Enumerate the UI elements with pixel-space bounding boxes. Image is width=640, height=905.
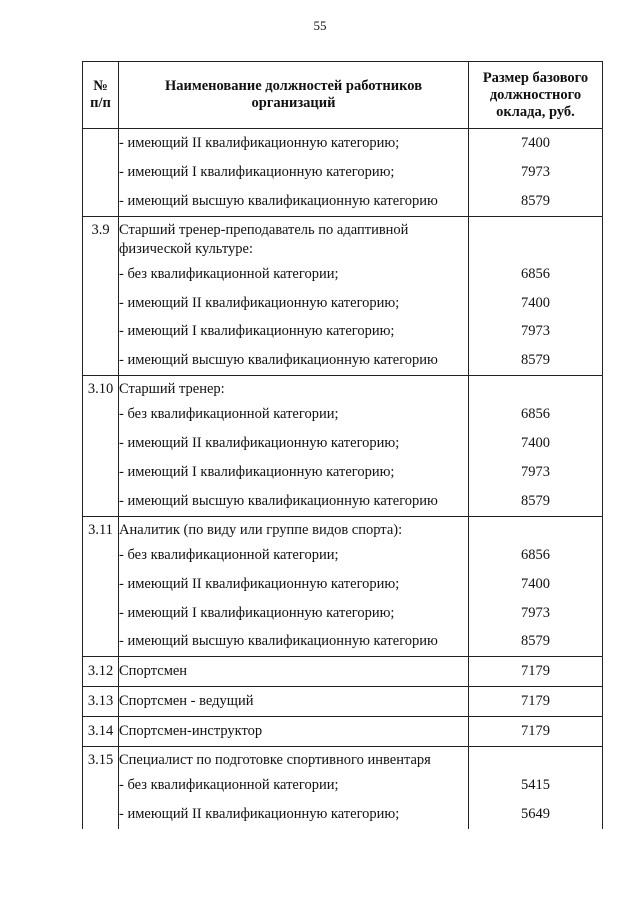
position-name-cell [119,216,469,376]
salary-value: 7179 [521,693,550,710]
position-label: - имеющий I квалификационную категорию; [119,323,395,340]
salary-value: 7973 [521,464,550,481]
salary-value: 7973 [521,323,550,340]
salary-cell [469,657,603,687]
header-number: № п/п [83,62,119,129]
position-name-cell [119,516,469,657]
table-group-row [83,516,603,657]
position-name-cell [119,129,469,217]
group-title: Аналитик (по виду или группе видов спорта): [119,521,403,538]
table-group-row [83,376,603,517]
salary-value: 5415 [521,777,550,794]
item-number: 3.11 [83,516,119,657]
position-label: - имеющий высшую квалификационную категорию [119,492,438,509]
salary-cell [469,516,603,657]
item-number: 3.12 [83,657,119,687]
position-label: - имеющий высшую квалификационную категорию [119,352,438,369]
position-name-cell [119,717,469,747]
position-label: - имеющий II квалификационную категорию; [119,294,400,311]
position-label: - имеющий II квалификационную категорию; [119,135,400,151]
position-label: Спортсмен [119,663,188,680]
position-label: - без квалификационной категории; [119,265,339,282]
position-label: - имеющий I квалификационную категорию; [119,464,395,481]
table-group-row [83,687,603,717]
table-group-row [83,747,603,829]
salary-value: 8579 [521,192,550,209]
table-header-row [83,62,603,129]
header-base-salary: Размер базового должностного оклада, руб. [469,62,603,129]
salary-value: 7400 [521,435,550,452]
item-number: 3.9 [83,216,119,376]
salary-value: 5649 [521,805,550,822]
item-number: 3.13 [83,687,119,717]
salary-cell [469,216,603,376]
position-label: - имеющий I квалификационную категорию; [119,604,395,621]
table-body [83,129,603,829]
salary-value: 6856 [521,546,550,563]
position-name-cell [119,376,469,517]
salary-cell [469,129,603,217]
position-label: - без квалификационной категории; [119,406,339,423]
position-name-cell [119,747,469,829]
table-group-row [83,717,603,747]
table-group-row [83,129,603,217]
position-label: - имеющий I квалификационную категорию; [119,163,395,180]
salary-cell [469,717,603,747]
salary-value: 6856 [521,406,550,423]
position-label: - имеющий высшую квалификационную категорию [119,633,438,650]
item-number: 3.14 [83,717,119,747]
page-number: 55 [313,18,327,33]
position-label: Спортсмен-инструктор [119,723,263,740]
header-position-name: Наименование должностей работников организаций [119,62,469,129]
salary-cell [469,687,603,717]
item-number: 3.15 [83,747,119,829]
salary-value: 8579 [521,633,550,650]
group-title: физической культуре: [119,240,253,257]
group-title: Старший тренер: [119,381,225,398]
salary-value: 8579 [521,492,550,509]
salary-value: 8579 [521,352,550,369]
position-label: - имеющий II квалификационную категорию; [119,805,400,822]
item-number: 3.10 [83,376,119,517]
salary-value: 7400 [521,294,550,311]
position-name-cell [119,687,469,717]
position-label: - имеющий II квалификационную категорию; [119,435,400,452]
group-title: Специалист по подготовке спортивного инвентаря [119,752,431,769]
salary-value: 6856 [521,265,550,282]
position-label: - без квалификационной категории; [119,777,339,794]
salary-value: 7179 [521,663,550,680]
salary-table [82,61,603,829]
table-group-row [83,657,603,687]
salary-value: 7400 [521,575,550,592]
salary-cell [469,747,603,829]
salary-cell [469,376,603,517]
position-label: - имеющий II квалификационную категорию; [119,575,400,592]
position-label: - имеющий высшую квалификационную категорию [119,192,438,209]
position-label: Спортсмен - ведущий [119,693,254,710]
position-name-cell [119,657,469,687]
salary-value: 7973 [521,604,550,621]
salary-value: 7400 [521,135,550,151]
group-title: Старший тренер-преподаватель по адаптивной [119,221,409,238]
salary-value: 7973 [521,163,550,180]
item-number [83,129,119,217]
salary-value: 7179 [521,723,550,740]
position-label: - без квалификационной категории; [119,546,339,563]
table-group-row [83,216,603,376]
